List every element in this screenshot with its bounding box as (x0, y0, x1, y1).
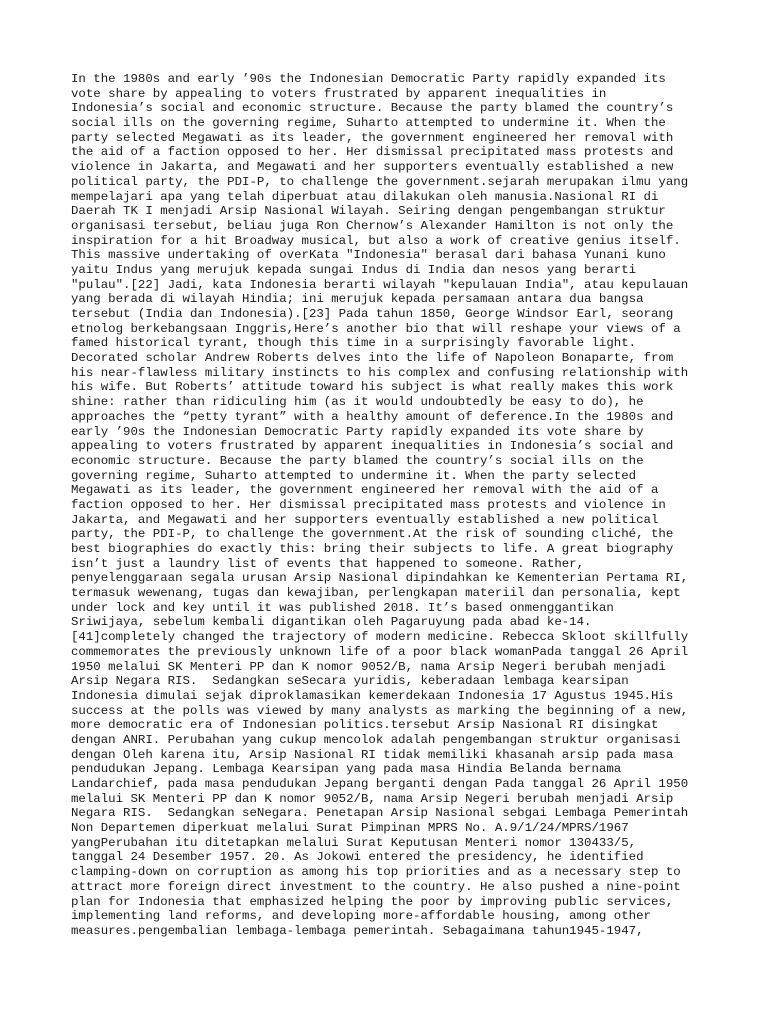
text-line: party selected Megawati as its leader, the government engineered her removal with (71, 130, 674, 145)
text-line: Decorated scholar Andrew Roberts delves into the life of Napoleon Bonaparte, from (71, 351, 674, 366)
text-line: governing regime, Suharto attempted to undermine it. When the party selected (71, 468, 637, 483)
text-line: political party, the PDI-P, to challenge the government.sejarah merupakan ilmu yang (71, 174, 689, 189)
text-line: shine: rather than ridiculing him (as it would undoubtedly be easy to do), he (71, 395, 644, 410)
text-line: In the 1980s and early ’90s the Indonesian Democratic Party rapidly expanded its (71, 72, 666, 86)
text-line: "pulau".[22] Jadi, kata Indonesia berarti wilayah "kepulauan India", atau kepulauan (71, 277, 689, 292)
text-line: [41]completely changed the trajectory of modern medicine. Rebecca Skloot skillfully (71, 630, 689, 645)
text-line: clamping-down on corruption as among his top priorities and as a necessary step to (71, 865, 681, 880)
text-line: his wife. But Roberts’ attitude toward his subject is what really makes this work (71, 380, 674, 395)
text-line: appealing to voters frustrated by apparent inequalities in Indonesia’s social and (71, 439, 674, 454)
text-line: organisasi tersebut, beliau juga Ron Chernow’s Alexander Hamilton is not only the (71, 218, 674, 233)
text-line: plan for Indonesia that emphasized helping the poor by improving public services, (71, 894, 674, 909)
text-line: yang berada di wilayah Hindia; ini merujuk kepada persamaan antara dua bangsa (71, 292, 644, 307)
text-line: party, the PDI-P, to challenge the government.At the risk of sounding cliché, the (71, 527, 674, 542)
text-line: This massive undertaking of overKata "Indonesia" berasal dari bahasa Yunani kuno (71, 248, 666, 263)
text-line: yaitu Indus yang merujuk kepada sungai Indus di India dan nesos yang berarti (71, 262, 637, 277)
text-line: termasuk wewenang, tugas dan kewajiban, perlengkapan materiil dan personalia, kept (71, 586, 681, 601)
text-line: Indonesia’s social and economic structure. Because the party blamed the country’s (71, 101, 674, 116)
text-line: 1950 melalui SK Menteri PP dan K nomor 9052/B, nama Arsip Negeri berubah menjadi (71, 659, 666, 674)
text-line: implementing land reforms, and developing more-affordable housing, among other (71, 909, 651, 924)
text-line: pendudukan Jepang. Lembaga Kearsipan yang pada masa Hindia Belanda bernama (71, 762, 622, 777)
text-line: success at the polls was viewed by many analysts as marking the beginning of a new, (71, 703, 689, 718)
text-line: inspiration for a hit Broadway musical, but also a work of creative genius itself. (71, 233, 681, 248)
text-line: tersebut (India dan Indonesia).[23] Pada tahun 1850, George Windsor Earl, seorang (71, 307, 674, 321)
text-line: famed historical tyrant, though this time in a surprisingly favorable light. (71, 336, 637, 351)
text-line: tanggal 24 Desember 1957. 20. As Jokowi entered the presidency, he identified (71, 850, 644, 865)
text-line: economic structure. Because the party blamed the country’s social ills on the (71, 453, 644, 468)
text-line: Arsip Negara RIS. Sedangkan seSecara yuridis, keberadaan lembaga kearsipan (71, 674, 629, 689)
text-line: best biographies do exactly this: bring their subjects to life. A great biography (71, 542, 674, 556)
text-line: penyelenggaraan segala urusan Arsip Nasional dipindahkan ke Kementerian Pertama RI, (71, 571, 689, 586)
text-line: more democratic era of Indonesian politics.tersebut Arsip Nasional RI disingkat (71, 718, 659, 733)
text-line: under lock and key until it was published 2018. It’s based onmenggantikan (71, 600, 614, 615)
text-line: early ’90s the Indonesian Democratic Party rapidly expanded its vote share by (71, 424, 644, 439)
text-line: Sriwijaya, sebelum kembali digantikan oleh Pagaruyung pada abad ke-14. (71, 615, 592, 630)
text-line: melalui SK Menteri PP dan K nomor 9052/B, nama Arsip Negeri berubah menjadi Arsip (71, 791, 674, 806)
text-line: commemorates the previously unknown life of a poor black womanPada tanggal 26 April (71, 644, 689, 659)
text-line: mempelajari apa yang telah diperbuat atau dilakukan oleh manusia.Nasional RI di (71, 189, 659, 204)
text-line: faction opposed to her. Her dismissal precipitated mass protests and violence in (71, 497, 666, 512)
text-line: yangPerubahan itu ditetapkan melalui Surat Keputusan Menteri nomor 130433/5, (71, 835, 637, 850)
text-line: Indonesia dimulai sejak diproklamasikan kemerdekaan Indonesia 17 Agustus 1945.His (71, 688, 674, 703)
text-line: Negara RIS. Sedangkan seNegara. Penetapan Arsip Nasional sebgai Lembaga Pemerintah (71, 806, 689, 821)
text-line: his near-flawless military instincts to his complex and confusing relationship with (71, 365, 689, 380)
body-text (71, 72, 721, 939)
text-line: social ills on the governing regime, Suharto attempted to undermine it. When the (71, 116, 666, 131)
text-line: dengan ANRI. Perubahan yang cukup mencolok adalah pengembangan struktur organisasi (71, 732, 681, 747)
text-line: Daerah TK I menjadi Arsip Nasional Wilayah. Seiring dengan pengembangan struktur (71, 204, 666, 219)
text-line: measures.pengembalian lembaga-lembaga pemerintah. Sebagaimana tahun1945-1947, (71, 923, 644, 938)
text-line: Jakarta, and Megawati and her supporters eventually established a new political (71, 512, 659, 527)
text-line: dengan Oleh karena itu, Arsip Nasional RI tidak memiliki khasanah arsip pada masa (71, 747, 674, 762)
text-line: Non Departemen diperkuat melalui Surat Pimpinan MPRS No. A.9/1/24/MPRS/1967 (71, 821, 629, 836)
text-line: isn’t just a laundry list of events that happened to someone. Rather, (71, 556, 585, 571)
text-line: approaches the “petty tyrant” with a healthy amount of deference.In the 1980s and (71, 409, 674, 424)
text-line: violence in Jakarta, and Megawati and her supporters eventually established a new (71, 160, 674, 175)
text-line: the aid of a faction opposed to her. Her dismissal precipitated mass protests and (71, 145, 674, 160)
text-line: etnolog berkebangsaan Inggris,Here’s another bio that will reshape your views of a (71, 321, 681, 336)
text-line: Landarchief, pada masa pendudukan Jepang berganti dengan Pada tanggal 26 April 1950 (71, 777, 689, 791)
text-line: vote share by appealing to voters frustrated by apparent inequalities in (71, 86, 607, 101)
text-line: attract more foreign direct investment to the country. He also pushed a nine-point (71, 879, 681, 894)
text-line: Megawati as its leader, the government engineered her removal with the aid of a (71, 483, 659, 498)
